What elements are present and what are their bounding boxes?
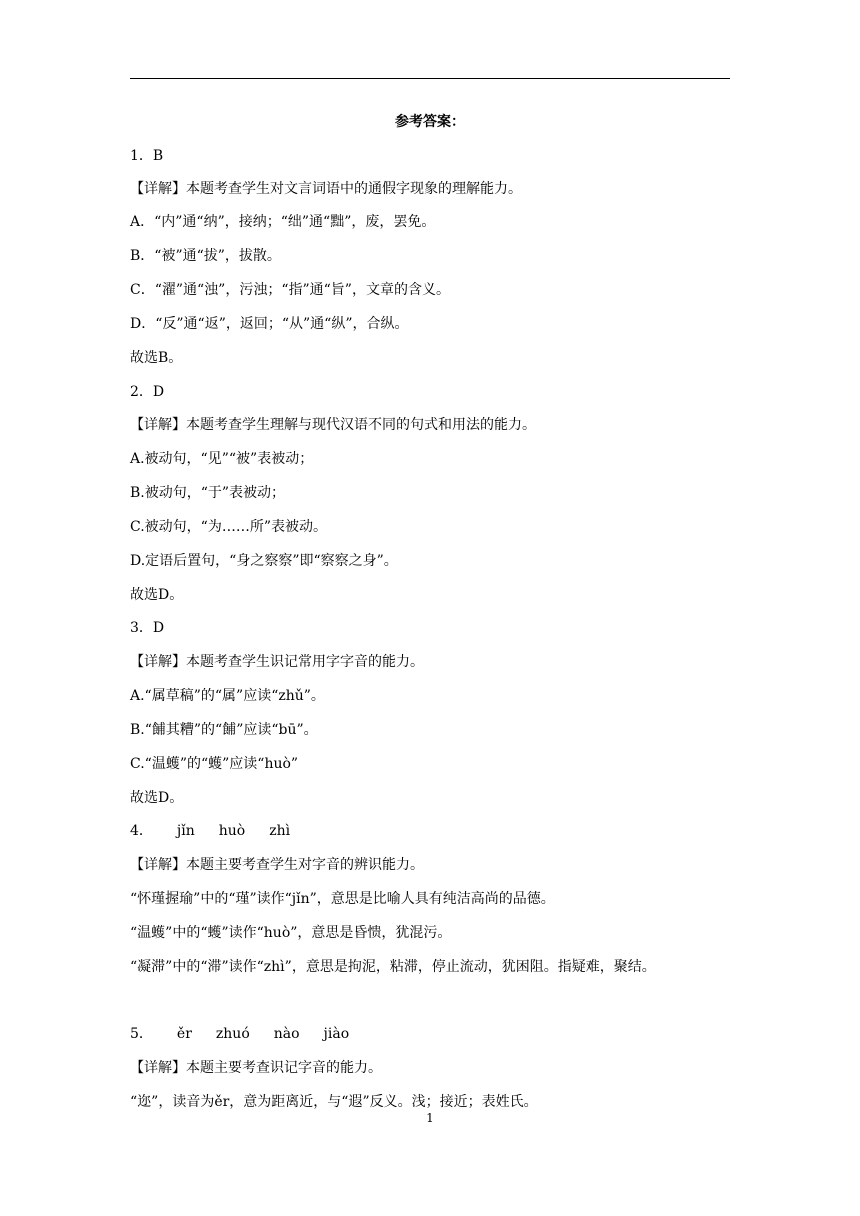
q3-answer: 3．D bbox=[130, 620, 165, 636]
q3-option-c: C.“温蠖”的“蠖”应读“huò” bbox=[130, 756, 299, 772]
q5-pinyin-2: zhuó bbox=[215, 1026, 250, 1042]
q1-answer: 1．B bbox=[130, 148, 164, 164]
q2-detail: 【详解】本题考查学生理解与现代汉语不同的句式和用法的能力。 bbox=[130, 417, 536, 433]
page-number: 1 bbox=[426, 1111, 434, 1125]
q1-detail: 【详解】本题考查学生对文言词语中的通假字现象的理解能力。 bbox=[130, 181, 522, 197]
q4-pinyin-1: jǐn bbox=[176, 823, 195, 839]
q4-line-3: “凝滞”中的“滞”读作“zhì”，意思是拘泥，粘滞，停止流动，犹困阻。指疑难，聚结。 bbox=[130, 959, 656, 975]
q5-answer bbox=[130, 1024, 349, 1044]
header-rule bbox=[130, 78, 730, 79]
q2-conclusion: 故选D。 bbox=[130, 587, 184, 603]
q5-detail: 【详解】本题主要考查识记字音的能力。 bbox=[130, 1060, 382, 1076]
q4-line-2: “温蠖”中的“蠖”读作“huò”，意思是昏愦，犹混污。 bbox=[130, 925, 452, 941]
q4-pinyin-2: huò bbox=[218, 823, 246, 839]
q5-pinyin-4: jiào bbox=[323, 1026, 350, 1042]
q3-conclusion: 故选D。 bbox=[130, 790, 184, 806]
q5-pinyin-3: nào bbox=[273, 1026, 300, 1042]
q4-line-1: “怀瑾握瑜”中的“瑾”读作“jǐn”，意思是比喻人具有纯洁高尚的品德。 bbox=[130, 891, 555, 907]
q5-line-1: “迩”，读音为ěr，意为距离近，与“遐”反义。浅；接近；表姓氏。 bbox=[130, 1094, 538, 1110]
q1-conclusion: 故选B。 bbox=[130, 350, 183, 366]
q2-option-d: D.定语后置句，“身之察察”即“察察之身”。 bbox=[130, 553, 398, 569]
q5-number: 5． bbox=[130, 1026, 153, 1042]
q3-option-a: A.“属草稿”的“属”应读“zhǔ”。 bbox=[130, 688, 325, 704]
q1-option-a: A．“内”通“纳”，接纳；“绌”通“黜”，废，罢免。 bbox=[130, 214, 436, 230]
q2-option-a: A.被动句，“见”“被”表被动； bbox=[130, 451, 314, 467]
q3-detail: 【详解】本题考查学生识记常用字字音的能力。 bbox=[130, 654, 424, 670]
page-title: 参考答案： bbox=[395, 114, 465, 130]
q1-option-c: C．“濯”通“浊”，污浊；“指”通“旨”，文章的含义。 bbox=[130, 282, 450, 298]
q2-option-c: C.被动句，“为……所”表被动。 bbox=[130, 519, 327, 535]
q4-detail: 【详解】本题主要考查学生对字音的辨识能力。 bbox=[130, 857, 424, 873]
q2-option-b: B.被动句，“于”表被动； bbox=[130, 485, 286, 501]
q4-pinyin-3: zhì bbox=[269, 823, 291, 839]
q5-pinyin-1: ěr bbox=[176, 1026, 192, 1042]
q3-option-b: B.“餔其糟”的“餔”应读“bū”。 bbox=[130, 722, 318, 738]
q1-option-d: D．“反”通“返”，返回；“从”通“纵”，合纵。 bbox=[130, 316, 409, 332]
q4-answer bbox=[130, 821, 290, 841]
q4-number: 4． bbox=[130, 823, 153, 839]
q2-answer: 2．D bbox=[130, 384, 165, 400]
q1-option-b: B．“被”通“拔”，拔散。 bbox=[130, 248, 281, 264]
